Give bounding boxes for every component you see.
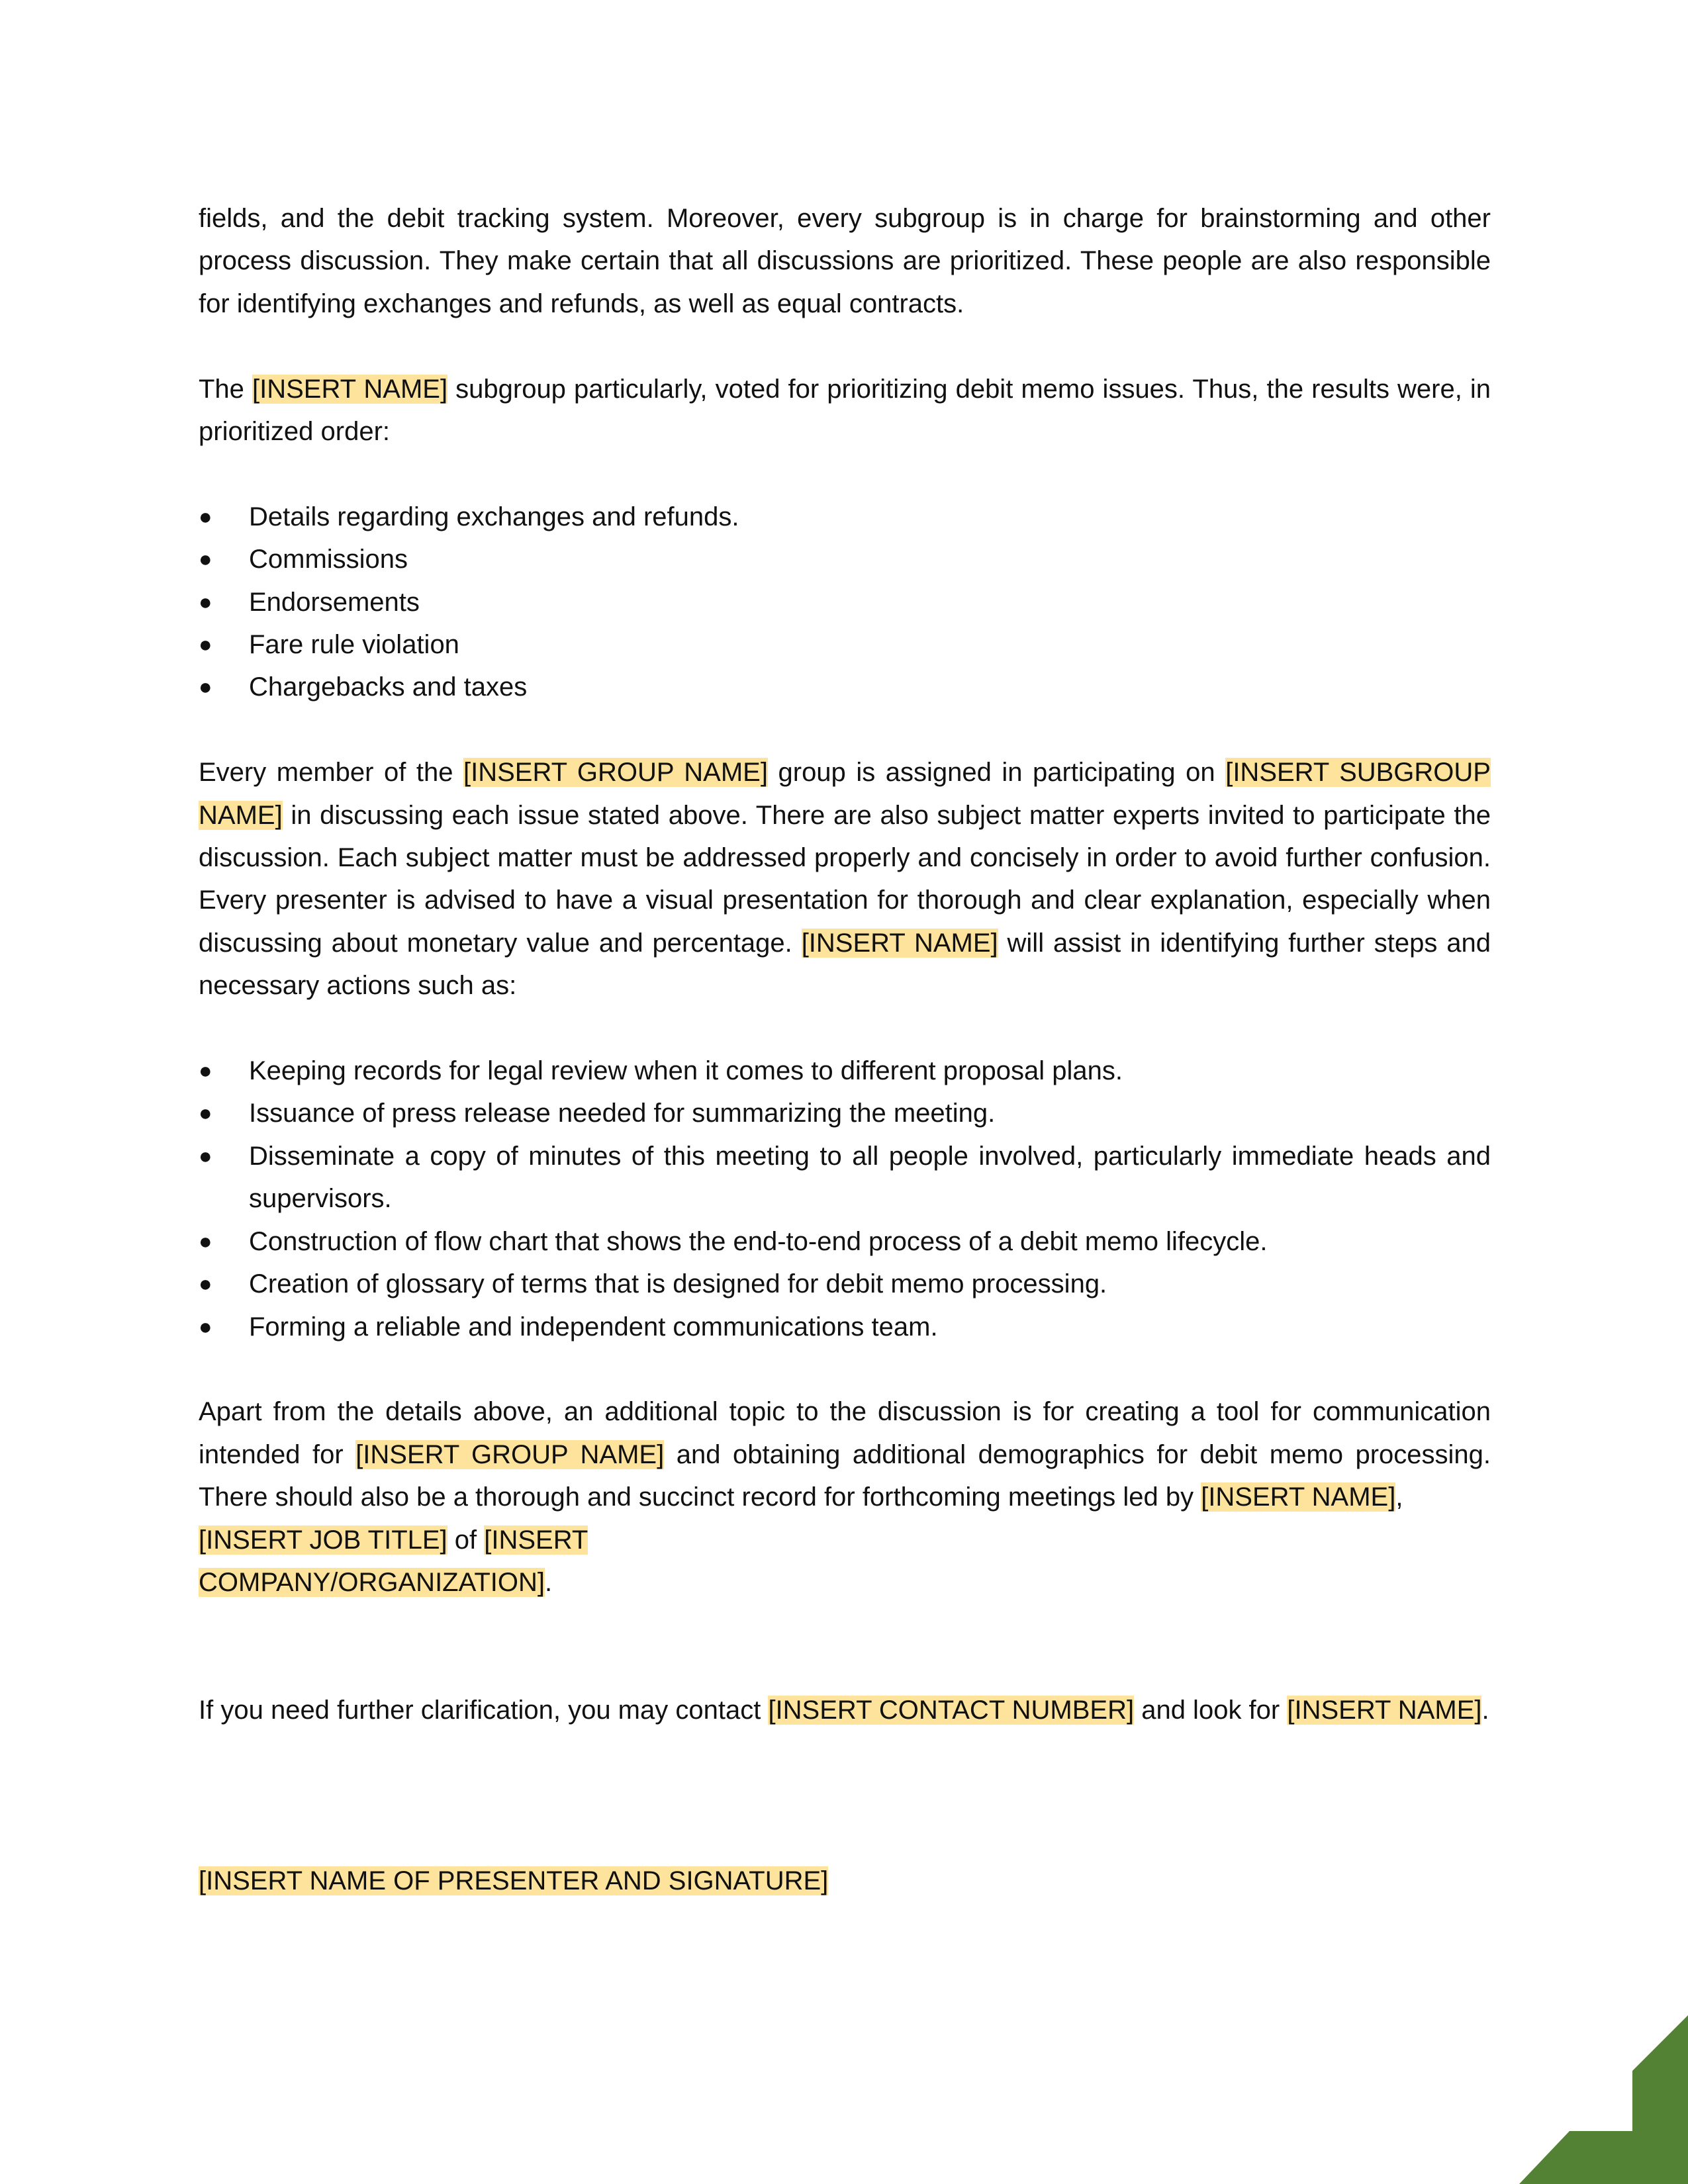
placeholder-insert-group-name: [INSERT GROUP NAME] <box>355 1439 665 1469</box>
text: will assist in identifying further steps and necessary actions such as: <box>199 928 1491 1001</box>
list-item-text: Fare rule violation <box>249 630 459 660</box>
list-item-text: Commissions <box>249 545 408 574</box>
placeholder-insert-name: [INSERT NAME] <box>1287 1696 1482 1725</box>
list-item-text: Chargebacks and taxes <box>249 672 528 702</box>
list-item-text: Details regarding exchanges and refunds. <box>249 502 739 531</box>
text: subgroup particularly, voted for prioritizing debit memo issues. Thus, the results were, in prioritized order: <box>199 374 1491 447</box>
placeholder-insert-name: [INSERT NAME] <box>252 374 448 404</box>
text: in discussing each issue stated above. There are also subject matter experts invited to participate the discussion. Each subject matter must be addressed properly and concisely in order to avoid further confusion. Every presenter is advised to have a visual presentation for thorough and clear explanation, especially when discussing about monetary value and percentage. <box>199 800 1491 958</box>
text: and obtaining additional demographics for debit memo processing. There should also be a thorough and succinct record for forthcoming meetings led by <box>199 1439 1491 1512</box>
bullet-icon: ● <box>199 1058 212 1084</box>
placeholder-presenter-signature: [INSERT NAME OF PRESENTER AND SIGNATURE] <box>199 1866 829 1895</box>
list-item <box>199 1220 1491 1263</box>
paragraph-additional-topic <box>199 1390 1491 1604</box>
spacer <box>199 325 1491 367</box>
text: . <box>1481 1696 1489 1725</box>
text: group is assigned in participating on <box>767 758 1226 788</box>
spacer <box>199 1604 1491 1689</box>
list-item-text: Keeping records for legal review when it comes to different proposal plans. <box>249 1056 1123 1086</box>
text: Apart from the details above, an additional topic to the discussion is for creating a tool for communication intended for <box>199 1397 1491 1469</box>
placeholder-insert-group-name: [INSERT GROUP NAME] <box>463 758 768 788</box>
placeholder-insert-job-title: [INSERT JOB TITLE] <box>199 1525 447 1555</box>
paragraph-group-assignment <box>199 751 1491 1007</box>
paragraph-intro: fields, and the debit tracking system. Moreover, every subgroup is in charge for brainstorming and other process discussion. They make certain that all discussions are prioritized. These people are also responsible for identifying exchanges and refunds, as well as equal contracts. <box>199 204 1491 318</box>
spacer <box>199 1732 1491 1860</box>
spacer <box>199 453 1491 495</box>
list-item <box>199 1092 1491 1134</box>
bullet-icon: ● <box>199 589 212 615</box>
text: , <box>1395 1482 1403 1512</box>
bullet-icon: ● <box>199 632 212 658</box>
list-item-text: Forming a reliable and independent communications team. <box>249 1312 938 1342</box>
text: . <box>545 1567 553 1597</box>
paragraph-contact <box>199 1689 1491 1731</box>
list-item <box>199 623 1491 666</box>
bullet-icon: ● <box>199 674 212 700</box>
placeholder-insert-subgroup-name: [INSERT SUBGROUP NAME] <box>199 758 1491 830</box>
list-item <box>199 538 1491 580</box>
paragraph-subgroup-vote <box>199 368 1491 453</box>
list-item <box>199 581 1491 623</box>
text: of <box>447 1525 485 1555</box>
bullet-icon: ● <box>199 1101 212 1126</box>
placeholder-insert-name: [INSERT NAME] <box>801 928 998 958</box>
text: and look for <box>1134 1696 1288 1725</box>
corner-shape <box>1519 2015 1688 2184</box>
bullet-icon: ● <box>199 504 212 529</box>
list-item <box>199 1135 1491 1220</box>
bullet-icon: ● <box>199 1271 212 1297</box>
list-item-text: Disseminate a copy of minutes of this meeting to all people involved, particularly immediate heads and supervisors. <box>249 1141 1491 1214</box>
actions-list <box>199 1050 1491 1348</box>
list-item <box>199 1306 1491 1348</box>
text: If you need further clarification, you may contact <box>199 1696 769 1725</box>
list-item-text: Construction of flow chart that shows the end-to-end process of a debit memo lifecycle. <box>249 1226 1268 1256</box>
signature-line <box>199 1860 1491 1902</box>
placeholder-insert-company: [INSERT <box>484 1525 588 1555</box>
spacer <box>199 1007 1491 1050</box>
list-item <box>199 1263 1491 1305</box>
list-item <box>199 1050 1491 1092</box>
list-item-text: Endorsements <box>249 587 420 617</box>
placeholder-company-organization: COMPANY/ORGANIZATION] <box>199 1567 545 1597</box>
bullet-icon: ● <box>199 1228 212 1254</box>
bullet-icon: ● <box>199 547 212 572</box>
text: Every member of the <box>199 758 463 788</box>
list-item-text: Creation of glossary of terms that is designed for debit memo processing. <box>249 1269 1107 1299</box>
bullet-icon: ● <box>199 1143 212 1169</box>
document-body <box>199 197 1491 1902</box>
priority-list <box>199 496 1491 709</box>
list-item <box>199 666 1491 708</box>
spacer <box>199 709 1491 751</box>
list-item <box>199 496 1491 538</box>
list-item-text: Issuance of press release needed for summarizing the meeting. <box>249 1099 996 1128</box>
placeholder-insert-name: [INSERT NAME] <box>1201 1482 1396 1512</box>
placeholder-insert-contact-number: [INSERT CONTACT NUMBER] <box>768 1696 1135 1725</box>
spacer <box>199 1348 1491 1390</box>
bullet-icon: ● <box>199 1314 212 1340</box>
text: The <box>199 374 252 404</box>
